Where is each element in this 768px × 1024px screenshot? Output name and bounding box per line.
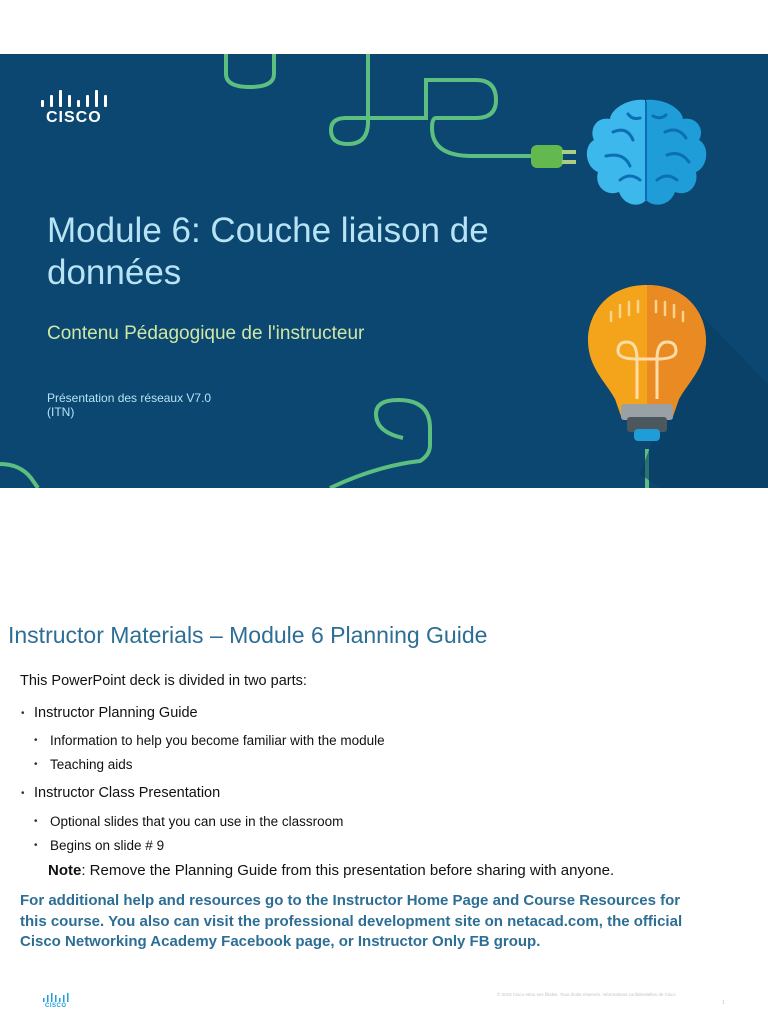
- cisco-logo-text: CISCO: [46, 109, 102, 126]
- planning-guide-slide: [0, 592, 768, 1024]
- title-slide-subtitle: Contenu Pédagogique de l'instructeur: [47, 323, 365, 344]
- course-line-1: Présentation des réseaux V7.0: [47, 391, 212, 405]
- planning-guide-heading: Instructor Materials – Module 6 Planning Guide: [8, 622, 488, 648]
- course-label: [47, 391, 347, 419]
- section-class-presentation: Instructor Class Presentation: [34, 785, 221, 801]
- intro-text: This PowerPoint deck is divided in two parts:: [20, 673, 307, 689]
- list-item: Information to help you become familiar with the module: [50, 733, 385, 748]
- note-label: Note: [48, 862, 82, 879]
- copyright-text: © 2016 Cisco et/ou ses filiales. Tous droits réservés. Informations confidentielles de Cisco: [497, 992, 676, 997]
- note-body: : Remove the Planning Guide from this presentation before sharing with anyone.: [81, 862, 615, 879]
- bullet-icon: •: [34, 840, 38, 851]
- list-item: Optional slides that you can use in the classroom: [50, 814, 344, 829]
- section-planning-guide: Instructor Planning Guide: [34, 705, 198, 721]
- help-resources-text: For additional help and resources go to the Instructor Home Page and Course Resources for this course. You also can visit the professional development site on netacad.com, the official Cisco Networking Academy Facebook page, or Instructor Only FB group.: [20, 892, 683, 950]
- lightbulb-icon: [588, 282, 768, 488]
- network-line: [331, 54, 533, 156]
- title-slide-heading: Module 6: Couche liaison de données: [47, 211, 489, 292]
- list-item: Teaching aids: [50, 757, 133, 772]
- cisco-footer-logo-icon: [42, 992, 72, 1012]
- network-line: [226, 54, 274, 87]
- network-line: [0, 464, 38, 488]
- cisco-footer-logo-text: CISCO: [45, 1003, 67, 1009]
- list-item: Begins on slide # 9: [50, 838, 165, 853]
- note-text: [48, 862, 614, 880]
- course-line-2: (ITN): [47, 405, 75, 419]
- title-slide: [0, 54, 768, 488]
- bullet-icon: •: [34, 759, 38, 770]
- plug-icon: [531, 145, 576, 168]
- bullet-icon: •: [34, 816, 38, 827]
- page-number: 1: [722, 1000, 725, 1006]
- bullet-icon: •: [21, 788, 25, 799]
- brain-icon: [587, 100, 706, 205]
- bullet-icon: •: [34, 735, 38, 746]
- bullet-icon: •: [21, 708, 25, 719]
